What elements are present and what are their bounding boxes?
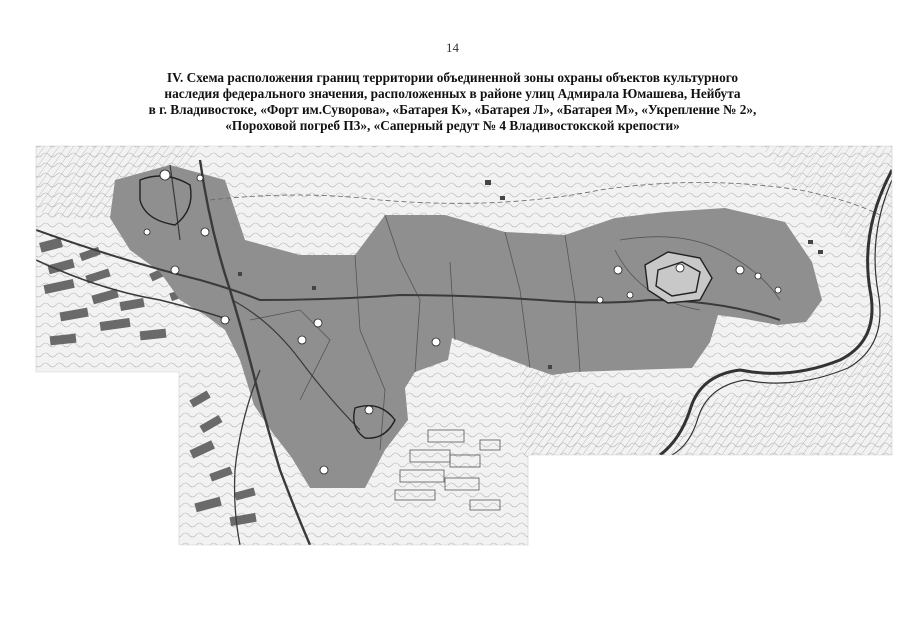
title-line-2: наследия федерального значения, расположенных в районе улиц Адмирала Юмашева, Нейбута (164, 86, 741, 101)
title-line-4: «Пороховой погреб П3», «Саперный редут № 4 Владивостокской крепости» (225, 118, 680, 133)
title-line-1: IV. Схема расположения границ территории объединенной зоны охраны объектов культурного (166, 70, 739, 85)
map-base (36, 146, 892, 546)
page-number: 14 (446, 40, 459, 55)
title-line-3: в г. Владивостоке, «Форт им.Суворова», «Батарея К», «Батарея Л», «Батарея М», «Укрепление № 2», (148, 102, 757, 117)
